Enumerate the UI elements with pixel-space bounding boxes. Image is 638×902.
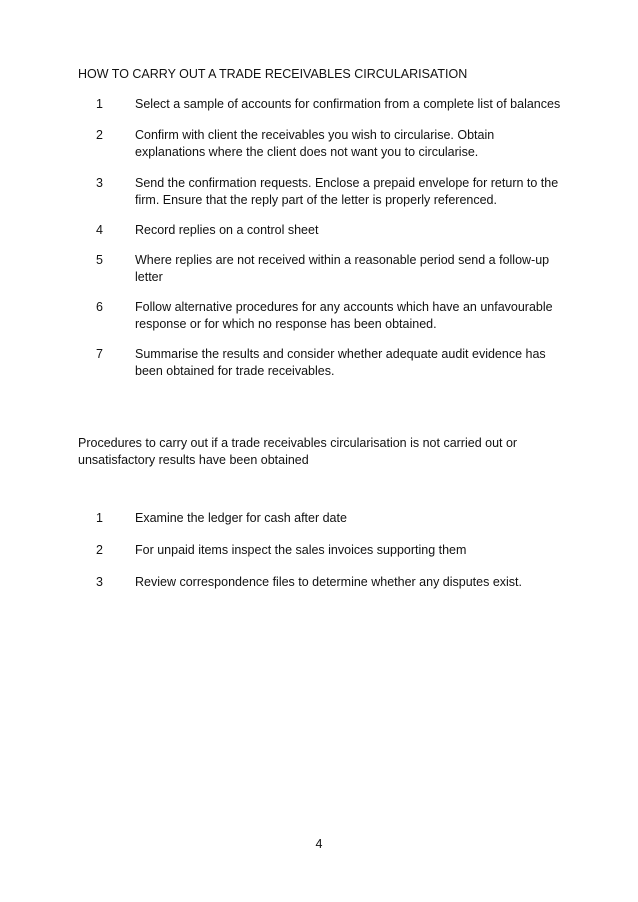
alt-step-number: 1 (96, 511, 103, 525)
page-heading: HOW TO CARRY OUT A TRADE RECEIVABLES CIRCULARISATION (78, 67, 468, 81)
alt-step-text: Review correspondence files to determine whether any disputes exist. (135, 575, 523, 589)
page-number: 4 (315, 837, 323, 851)
step-number: 2 (96, 128, 103, 142)
step-number: 5 (96, 253, 103, 267)
alt-step-number: 3 (96, 575, 103, 589)
alt-step-text: Examine the ledger for cash after date (135, 511, 347, 525)
alt-step-number: 2 (96, 543, 103, 557)
step-text: Where replies are not received within a reasonable period send a follow-up letter (135, 253, 550, 284)
step-text: Select a sample of accounts for confirmation from a complete list of balances (135, 97, 561, 111)
alternative-procedures-intro: Procedures to carry out if a trade receivables circularisation is not carried out or unsatisfactory results have been obtained (78, 436, 518, 467)
step-text: Record replies on a control sheet (135, 223, 319, 237)
step-number: 4 (96, 223, 103, 237)
step-number: 7 (96, 347, 103, 361)
step-number: 6 (96, 300, 103, 314)
step-text: Send the confirmation requests. Enclose a prepaid envelope for return to the firm. Ensure that the reply part of the letter is properly referenced. (135, 176, 559, 207)
step-text: Follow alternative procedures for any accounts which have an unfavourable response or for which no response has been obtained. (135, 300, 553, 331)
step-number: 3 (96, 176, 103, 190)
step-number: 1 (96, 97, 103, 111)
step-text: Summarise the results and consider whether adequate audit evidence has been obtained for trade receivables. (135, 347, 546, 378)
alt-step-text: For unpaid items inspect the sales invoices supporting them (135, 543, 467, 557)
step-text: Confirm with client the receivables you wish to circularise. Obtain explanations where the client does not want you to circularise. (135, 128, 495, 159)
